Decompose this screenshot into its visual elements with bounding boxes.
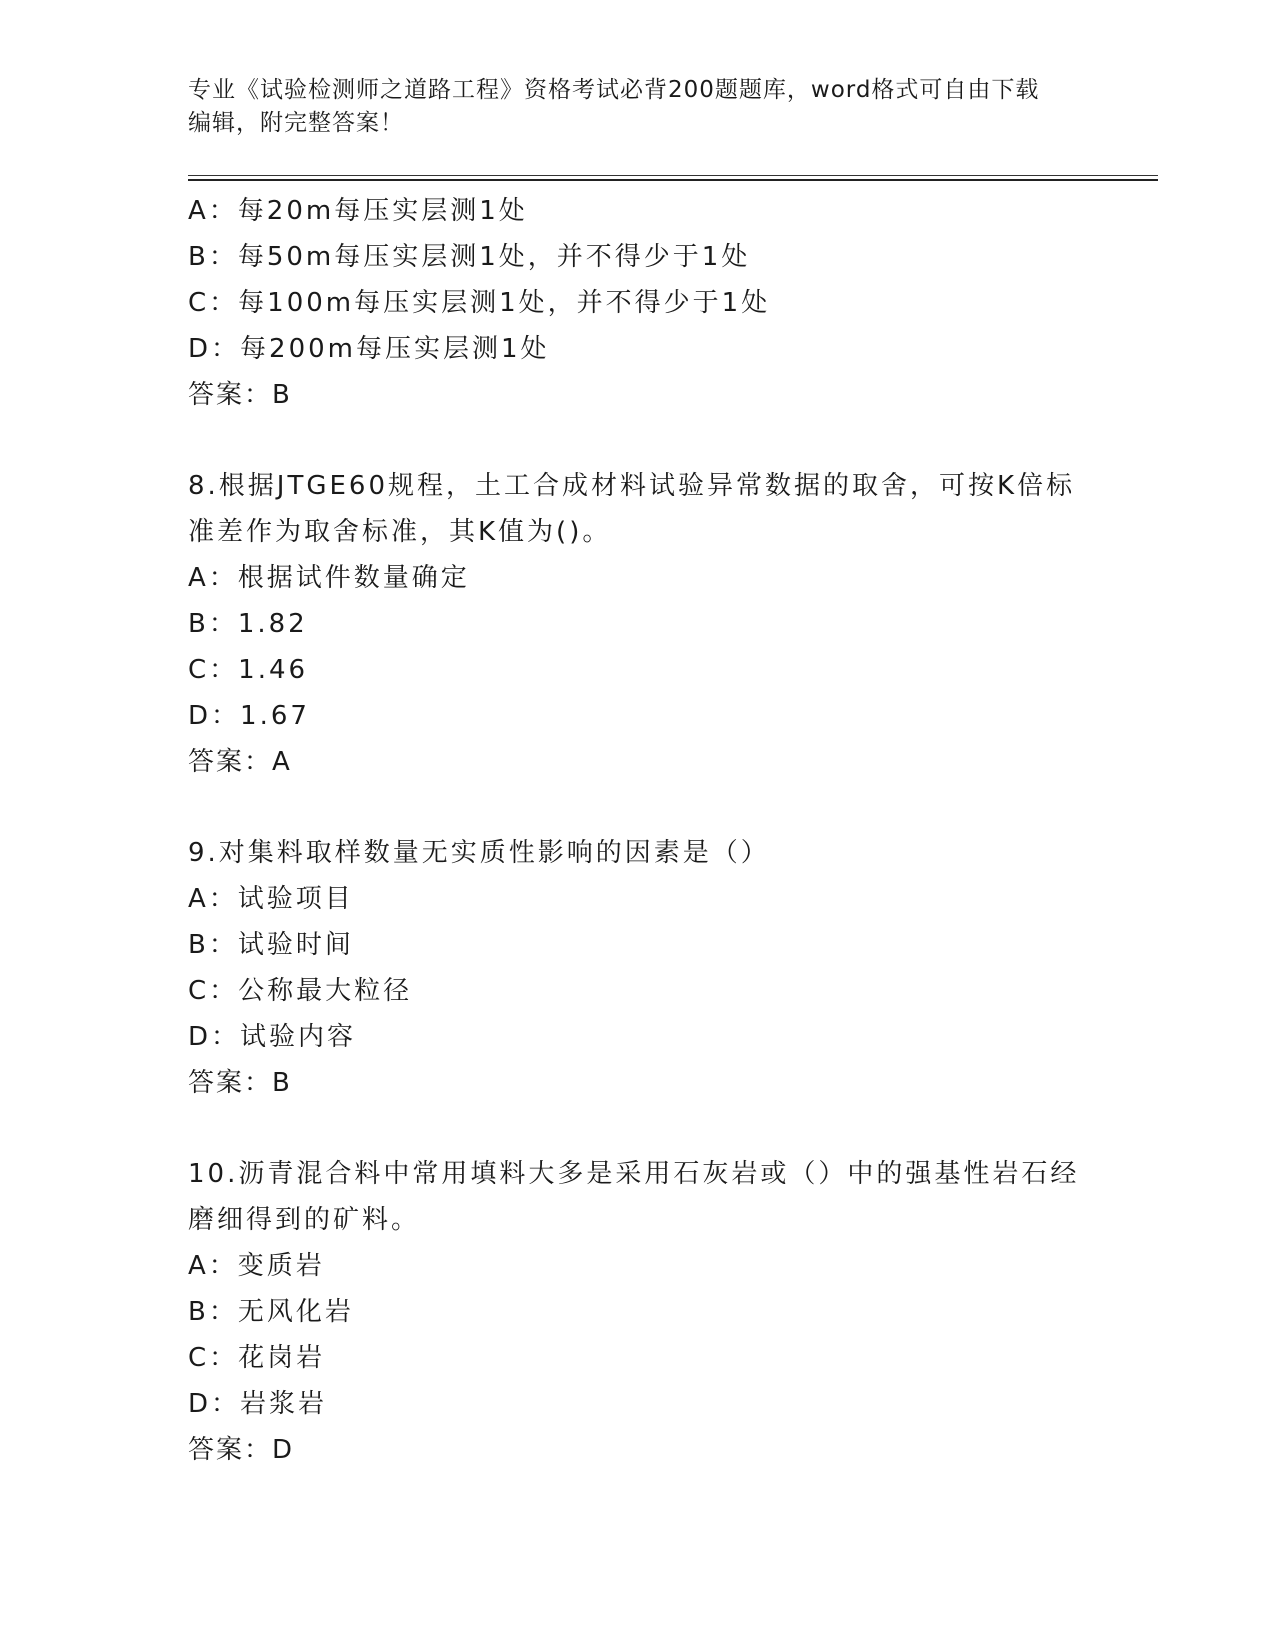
question-10 <box>188 1151 1088 1473</box>
question-stem-line2: 准差作为取舍标准，其K值为()。 <box>188 517 612 547</box>
option-d: D：1.67 <box>188 701 310 731</box>
question-8 <box>188 463 1088 785</box>
spacer <box>188 1106 1088 1151</box>
spacer <box>188 785 1088 830</box>
option-b: B：试验时间 <box>188 930 354 960</box>
header-divider-thick <box>188 179 1158 181</box>
question-stem-line1: 10.沥青混合料中常用填料大多是采用石灰岩或（）中的强基性岩石经 <box>188 1159 1080 1189</box>
option-d: D：每200m每压实层测1处 <box>188 334 550 364</box>
document-header <box>188 74 1088 140</box>
header-title-line1: 专业《试验检测师之道路工程》资格考试必背200题题库，word格式可自由下载 <box>188 77 1040 103</box>
option-c: C：每100m每压实层测1处，并不得少于1处 <box>188 288 771 318</box>
option-b: B：每50m每压实层测1处，并不得少于1处 <box>188 242 751 272</box>
question-7 <box>188 188 1088 418</box>
question-stem-line1: 8.根据JTGE60规程，土工合成材料试验异常数据的取舍，可按K倍标 <box>188 471 1076 501</box>
answer: 答案：B <box>188 380 292 410</box>
question-stem-line2: 磨细得到的矿料。 <box>188 1205 421 1235</box>
option-a: A：试验项目 <box>188 884 354 914</box>
question-stem-line1: 9.对集料取样数量无实质性影响的因素是（） <box>188 838 770 868</box>
header-title-line2: 编辑，附完整答案！ <box>188 110 404 136</box>
header-divider-thin <box>188 175 1158 176</box>
option-b: B：1.82 <box>188 609 308 639</box>
option-d: D：岩浆岩 <box>188 1389 328 1419</box>
option-d: D：试验内容 <box>188 1022 357 1052</box>
question-9 <box>188 830 1088 1106</box>
option-a: A：变质岩 <box>188 1251 325 1281</box>
answer: 答案：A <box>188 747 292 777</box>
option-a: A：每20m每压实层测1处 <box>188 196 528 226</box>
option-a: A：根据试件数量确定 <box>188 563 470 593</box>
answer: 答案：B <box>188 1068 292 1098</box>
option-c: C：公称最大粒径 <box>188 976 413 1006</box>
spacer <box>188 418 1088 463</box>
question-list <box>188 188 1088 1473</box>
option-b: B：无风化岩 <box>188 1297 354 1327</box>
option-c: C：1.46 <box>188 655 309 685</box>
answer: 答案：D <box>188 1435 295 1465</box>
option-c: C：花岗岩 <box>188 1343 326 1373</box>
